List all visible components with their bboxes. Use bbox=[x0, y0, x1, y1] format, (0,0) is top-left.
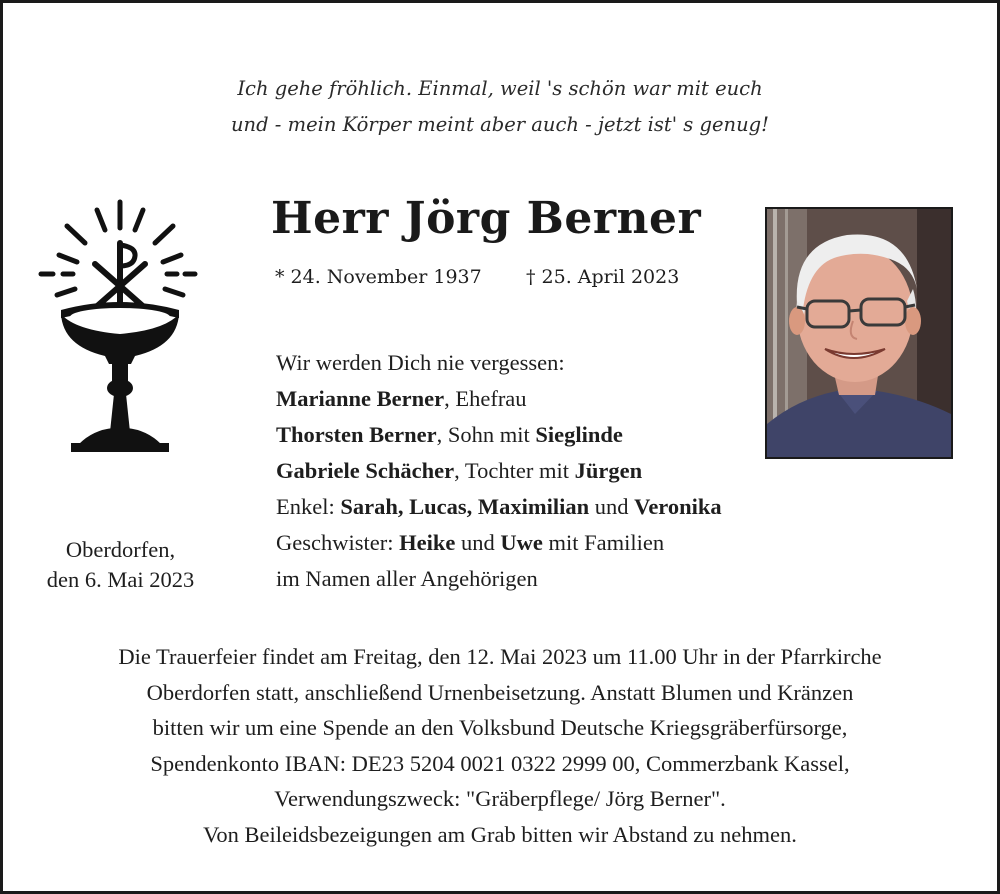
grandchildren-names: Sarah, Lucas, Maximilian bbox=[340, 494, 590, 519]
sibling-2: Uwe bbox=[500, 530, 543, 555]
daughter-name: Gabriele Schächer bbox=[276, 458, 455, 483]
grandchildren-last: Veronika bbox=[634, 494, 722, 519]
wife-role: , Ehefrau bbox=[444, 386, 527, 411]
mourner-grandchildren bbox=[276, 489, 722, 525]
portrait-photo bbox=[765, 207, 953, 459]
funeral-notice bbox=[3, 639, 997, 852]
notice-line-3: bitten wir um eine Spende an den Volksbund Deutsche Kriegsgräberfürsorge, bbox=[152, 715, 848, 740]
notice-line-2: Oberdorfen statt, anschließend Urnenbeisetzung. Anstatt Blumen und Kränzen bbox=[146, 679, 854, 705]
daughter-partner: Jürgen bbox=[574, 458, 643, 483]
place-and-date bbox=[33, 535, 208, 595]
siblings-label: Geschwister: bbox=[276, 530, 400, 555]
notice-line-1: Die Trauerfeier findet am Freitag, den 12. Mai 2023 um 11.00 Uhr in der Pfarrkirche bbox=[118, 644, 882, 669]
mourners-closing: im Namen aller Angehörigen bbox=[276, 566, 538, 591]
mourner-siblings bbox=[276, 525, 722, 561]
sibling-1: Heike bbox=[399, 530, 456, 555]
quote-line-1: Ich gehe fröhlich. Einmal, weil 's schön war mit euch bbox=[237, 77, 763, 100]
son-role: , Sohn mit bbox=[436, 422, 536, 447]
son-name: Thorsten Berner bbox=[276, 422, 437, 447]
mourners-intro: Wir werden Dich nie vergessen: bbox=[276, 350, 565, 375]
chalice-chi-rho-icon bbox=[33, 198, 208, 467]
place-date: den 6. Mai 2023 bbox=[46, 567, 195, 592]
death-date: † 25. April 2023 bbox=[526, 266, 680, 288]
grandchildren-label: Enkel: bbox=[276, 494, 341, 519]
mourners-list bbox=[276, 345, 722, 597]
mourner-son bbox=[276, 417, 722, 453]
notice-line-6: Von Beileidsbezeigungen am Grab bitten wir Abstand zu nehmen. bbox=[203, 821, 797, 847]
birth-date: * 24. November 1937 bbox=[275, 266, 482, 288]
mourner-wife bbox=[276, 381, 722, 417]
deceased-name: Herr Jörg Berner bbox=[271, 193, 702, 244]
quote-line-2: und - mein Körper meint aber auch - jetzt ist' s genug! bbox=[231, 113, 769, 136]
mourner-daughter bbox=[276, 453, 722, 489]
siblings-suffix: mit Familien bbox=[542, 530, 665, 555]
wife-name: Marianne Berner bbox=[276, 386, 445, 411]
daughter-role: , Tochter mit bbox=[454, 458, 575, 483]
siblings-and: und bbox=[455, 530, 501, 555]
notice-line-5: Verwendungszweck: "Gräberpflege/ Jörg Berner". bbox=[274, 786, 726, 811]
place-town: Oberdorfen, bbox=[65, 537, 176, 562]
notice-line-4: Spendenkonto IBAN: DE23 5204 0021 0322 2999 00, Commerzbank Kassel, bbox=[150, 750, 850, 776]
grandchildren-and: und bbox=[589, 494, 635, 519]
son-partner: Sieglinde bbox=[535, 422, 623, 447]
